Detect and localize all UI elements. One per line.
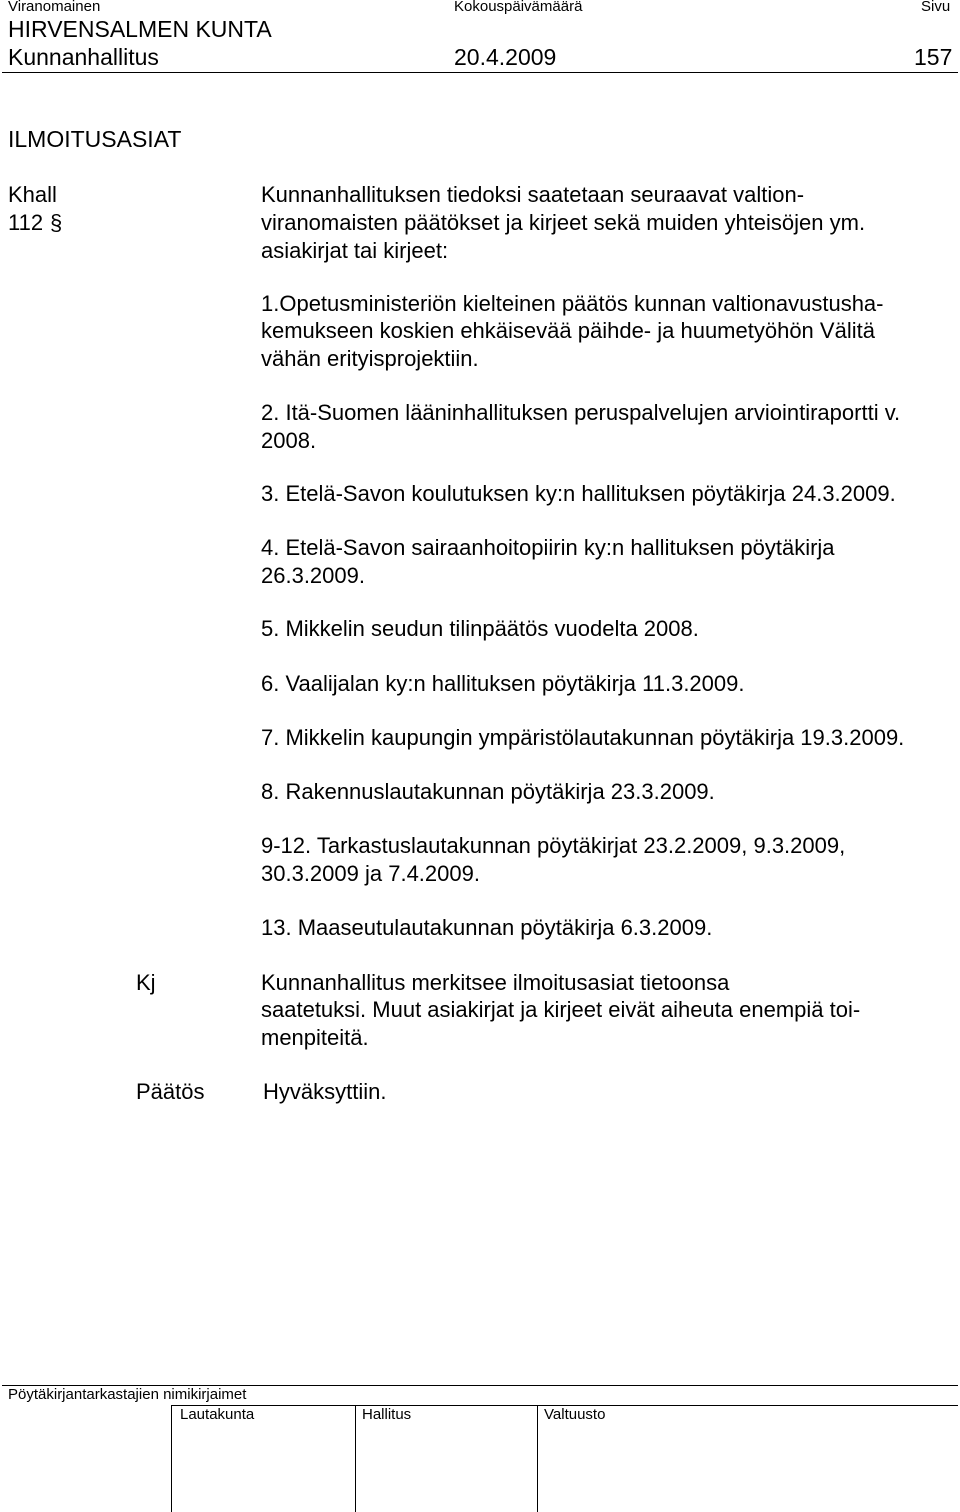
list-item-line: 2. Itä-Suomen lääninhallituksen peruspalvelujen arviointiraportti v. [261, 400, 901, 425]
intro-line: asiakirjat tai kirjeet: [261, 238, 449, 263]
footer-col-valtuusto: Valtuusto [544, 1406, 606, 1423]
list-item-line: 13. Maaseutulautakunnan pöytäkirja 6.3.2009. [261, 915, 713, 940]
section-symbol: § [50, 210, 63, 235]
page-number: 157 [914, 44, 953, 70]
intro-line: viranomaisten päätökset ja kirjeet sekä muiden yhteisöjen ym. [261, 210, 866, 235]
list-item-line: 8. Rakennuslautakunnan pöytäkirja 23.3.2009. [261, 779, 715, 804]
footer-col-divider [171, 1405, 172, 1512]
footer-col-divider [355, 1405, 356, 1512]
proposal-label: Kj [136, 970, 156, 995]
meeting-date: 20.4.2009 [454, 44, 557, 70]
decision-label: Päätös [136, 1079, 205, 1104]
proposal-line: Kunnanhallitus merkitsee ilmoitusasiat tietoonsa [261, 970, 730, 995]
list-item-line: 26.3.2009. [261, 563, 365, 588]
section-title: ILMOITUSASIAT [8, 126, 182, 152]
header-label-sender: Viranomainen [8, 0, 101, 15]
list-item-line: 1.Opetusministeriön kielteinen päätös kunnan valtionavustusha- [261, 291, 884, 316]
organization-name: HIRVENSALMEN KUNTA [8, 16, 272, 42]
item-ref-number: 112 [8, 210, 44, 235]
list-item-line: vähän erityisprojektiin. [261, 346, 479, 371]
proposal-line: saatetuksi. Muut asiakirjat ja kirjeet eivät aiheuta enempiä toi- [261, 997, 861, 1022]
list-item-line: 3. Etelä-Savon koulutuksen ky:n hallituksen pöytäkirja 24.3.2009. [261, 481, 896, 506]
footer-initials-label: Pöytäkirjantarkastajien nimikirjaimet [8, 1386, 247, 1403]
proposal-line: menpiteitä. [261, 1025, 369, 1050]
list-item-line: kemukseen koskien ehkäisevää päihde- ja huumetyöhön Välitä [261, 318, 875, 343]
footer-col-hallitus: Hallitus [362, 1406, 412, 1423]
list-item-line: 5. Mikkelin seudun tilinpäätös vuodelta 2008. [261, 616, 699, 641]
list-item-line: 2008. [261, 428, 317, 453]
decision-text: Hyväksyttiin. [263, 1079, 387, 1104]
item-ref-label: Khall [8, 182, 57, 207]
header-label-page: Sivu [921, 0, 951, 15]
intro-line: Kunnanhallituksen tiedoksi saatetaan seuraavat valtion- [261, 182, 805, 207]
footer-col-divider [537, 1405, 538, 1512]
list-item-line: 9-12. Tarkastuslautakunnan pöytäkirjat 23.2.2009, 9.3.2009, [261, 833, 846, 858]
list-item-line: 30.3.2009 ja 7.4.2009. [261, 861, 480, 886]
header-label-date: Kokouspäivämäärä [454, 0, 583, 15]
list-item-line: 7. Mikkelin kaupungin ympäristölautakunnan pöytäkirja 19.3.2009. [261, 725, 905, 750]
governing-body: Kunnanhallitus [8, 44, 159, 70]
list-item-line: 4. Etelä-Savon sairaanhoitopiirin ky:n hallituksen pöytäkirja [261, 535, 835, 560]
list-item-line: 6. Vaalijalan ky:n hallituksen pöytäkirja 11.3.2009. [261, 671, 745, 696]
footer-col-lautakunta: Lautakunta [180, 1406, 255, 1423]
header-divider [2, 72, 958, 73]
